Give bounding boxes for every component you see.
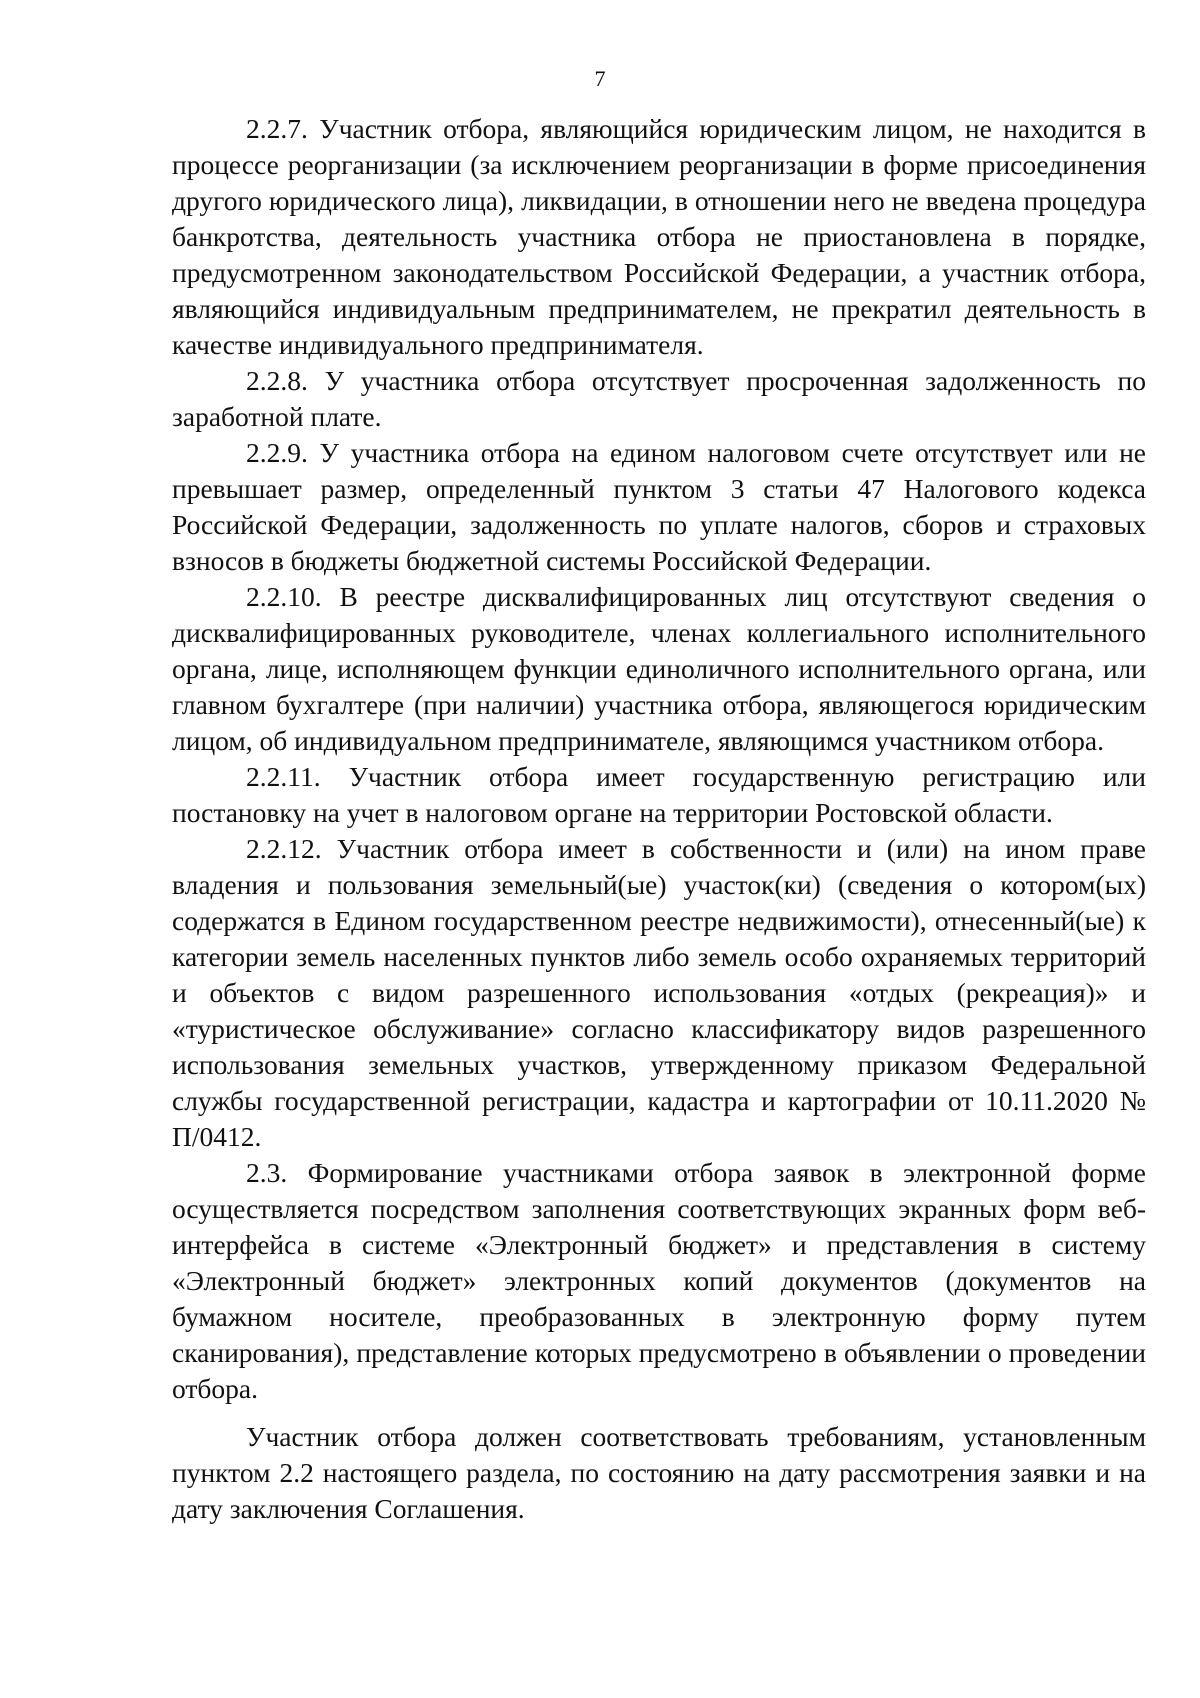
page-number: 7 (594, 66, 606, 91)
paragraph-requirements-note: Участник отбора должен соответствовать требованиям, установленным пунктом 2.2 настоящего раздела, по состоянию на дату рассмотрения заявки и на дату заключения Соглашения. (172, 1421, 1146, 1524)
paragraph-2-2-7: 2.2.7. Участник отбора, являющийся юридическим лицом, не находится в процессе реорганизации (за исключением реорганизации в форме присоединения другого юридического лица), ликвидации, в отношении него не введена процедура банкротства, деятельность участника отбора не приостановлена в порядке, предусмотренном законодательством Российской Федерации, а участник отбора, являющийся индивидуальным предпринимателем, не прекратил деятельность в качестве индивидуального предпринимателя. (172, 113, 1146, 360)
paragraph-2-2-8: 2.2.8. У участника отбора отсутствует просроченная задолженность по заработной плате. (172, 365, 1146, 432)
paragraph-2-3: 2.3. Формирование участниками отбора заявок в электронной форме осуществляется посредством заполнения соответствующих экранных форм веб-интерфейса в системе «Электронный бюджет» и представления в систему «Электронный бюджет» электронных копий документов (документов на бумажном носителе, преобразованных в электронную форму путем сканирования), представление которых предусмотрено в объявлении о проведении отбора. (172, 1157, 1146, 1404)
paragraph-2-2-9: 2.2.9. У участника отбора на едином налоговом счете отсутствует или не превышает размер, определенный пунктом 3 статьи 47 Налогового кодекса Российской Федерации, задолженность по уплате налогов, сборов и страховых взносов в бюджеты бюджетной системы Российской Федерации. (172, 437, 1146, 576)
paragraph-2-2-10: 2.2.10. В реестре дисквалифицированных лиц отсутствуют сведения о дисквалифицированных руководителе, членах коллегиального исполнительного органа, лице, исполняющем функции единоличного исполнительного органа, или главном бухгалтере (при наличии) участника отбора, являющегося юридическим лицом, об индивидуальном предпринимателе, являющимся участником отбора. (172, 581, 1146, 756)
document-body (172, 111, 1146, 1527)
paragraph-2-2-12: 2.2.12. Участник отбора имеет в собственности и (или) на ином праве владения и пользования земельный(ые) участок(ки) (сведения о котором(ых) содержатся в Едином государственном реестре недвижимости), отнесенный(ые) к категории земель населенных пунктов либо земель особо охраняемых территорий и объектов с видом разрешенного использования «отдых (рекреация)» и «туристическое обслуживание» согласно классификатору видов разрешенного использования земельных участков, утвержденному приказом Федеральной службы государственной регистрации, кадастра и картографии от 10.11.2020 № П/0412. (172, 833, 1146, 1152)
paragraph-2-2-11: 2.2.11. Участник отбора имеет государственную регистрацию или постановку на учет в налоговом органе на территории Ростовской области. (172, 761, 1146, 828)
